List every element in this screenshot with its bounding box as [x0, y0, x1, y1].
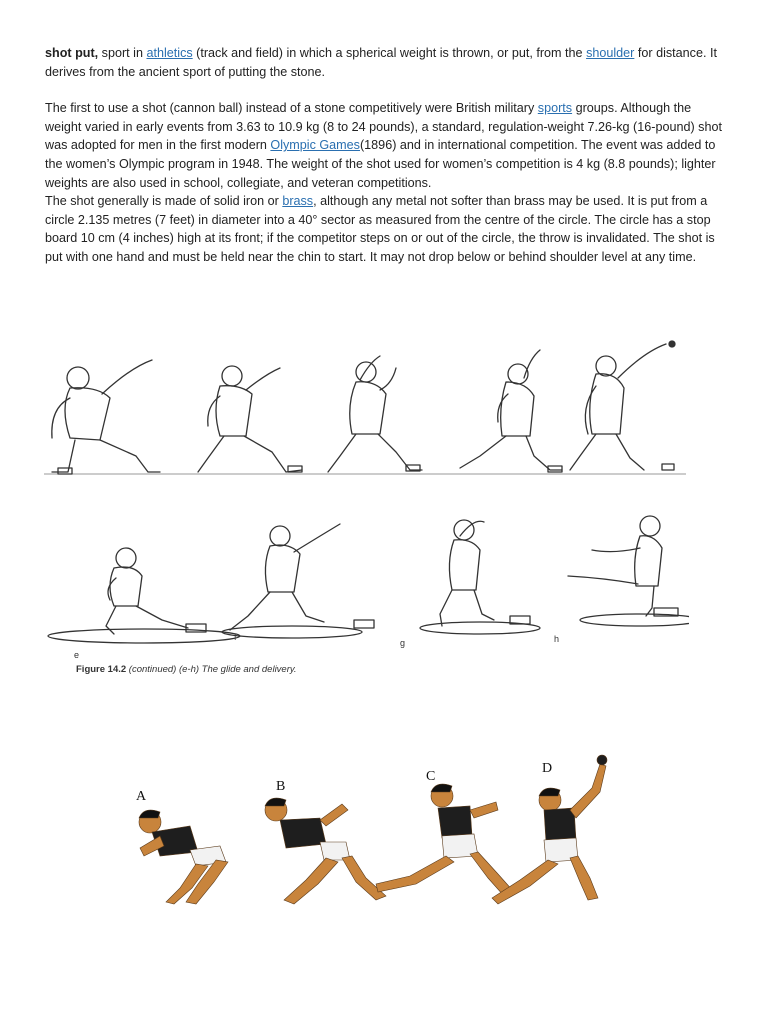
- athlete-drawing-g: [420, 520, 540, 634]
- athlete-colored-d: [492, 755, 607, 904]
- athlete-drawing-e: [48, 548, 240, 643]
- article-text: [45, 44, 723, 267]
- link-olympic-games[interactable]: Olympic Games: [270, 138, 360, 153]
- figure-caption: Figure 14.2 (continued) (e-h) The glide and delivery.: [76, 664, 297, 675]
- figure-glide-and-delivery: [44, 496, 689, 676]
- paragraph-rules: The shot generally is made of solid iron or brass, although any metal not softer than brass may be used. It is put from a circle 2.135 metres (7 feet) in diameter into a 40° sector as measured from the centre of the circle. The circle has a stop board 10 cm (4 inches) high at its front; if the competitor steps on or out of the circle, the throw is invalidated. The shot is put with one hand and must be held near the chin to start. It may not drop below or behind shoulder level at any time.: [45, 194, 715, 264]
- paragraph-history: The first to use a shot (cannon ball) instead of a stone competitively were British military sports groups. Although the weight varied in early events from 3.63 to 10.9 kg (8 to 24 pounds), a standard, regulation-weight 7.26-kg (16-pound) shot was adopted for men in the first modern Olympic Games(1896) and in international competition. The event was added to the women’s Olympic program in 1948. The weight of the shot used for women’s competition is 4 kg (8.8 pounds); lighter weights are also used in school, collegiate, and veteran competitions.: [45, 101, 722, 190]
- athlete-drawing-5: [570, 341, 675, 470]
- stage-label-a: A: [136, 789, 147, 804]
- athlete-colored-a: [139, 810, 228, 904]
- term-shot-put: shot put,: [45, 46, 99, 60]
- athlete-colored-c: [376, 784, 514, 896]
- stage-label-b: B: [276, 779, 286, 794]
- athlete-drawing-1: [52, 360, 160, 474]
- athlete-drawing-2: [198, 366, 302, 472]
- figure-label-h: h: [554, 634, 560, 644]
- paragraph-intro: shot put, sport in athletics (track and field) in which a spherical weight is thrown, or put, from the shoulder for distance. It derives from the ancient sport of putting the stone.: [45, 46, 717, 79]
- link-brass[interactable]: brass: [282, 194, 314, 209]
- figure-shot-put-sequence-drawing: [40, 338, 690, 486]
- figure-label-e: e: [74, 650, 80, 660]
- link-sports[interactable]: sports: [537, 101, 573, 116]
- figure-colored-sequence-a-d: [80, 752, 620, 912]
- figure-label-g: g: [400, 638, 406, 648]
- stage-label-c: C: [426, 769, 436, 784]
- link-shoulder[interactable]: shoulder: [586, 46, 635, 60]
- athlete-drawing-h: [568, 516, 689, 626]
- figure-label-f: f: [234, 632, 237, 642]
- athlete-drawing-3: [328, 356, 422, 472]
- athlete-drawing-4: [460, 350, 562, 472]
- athlete-colored-b: [265, 798, 386, 904]
- stage-label-d: D: [542, 761, 553, 776]
- athlete-drawing-f: [222, 524, 374, 638]
- link-athletics[interactable]: athletics: [146, 46, 193, 60]
